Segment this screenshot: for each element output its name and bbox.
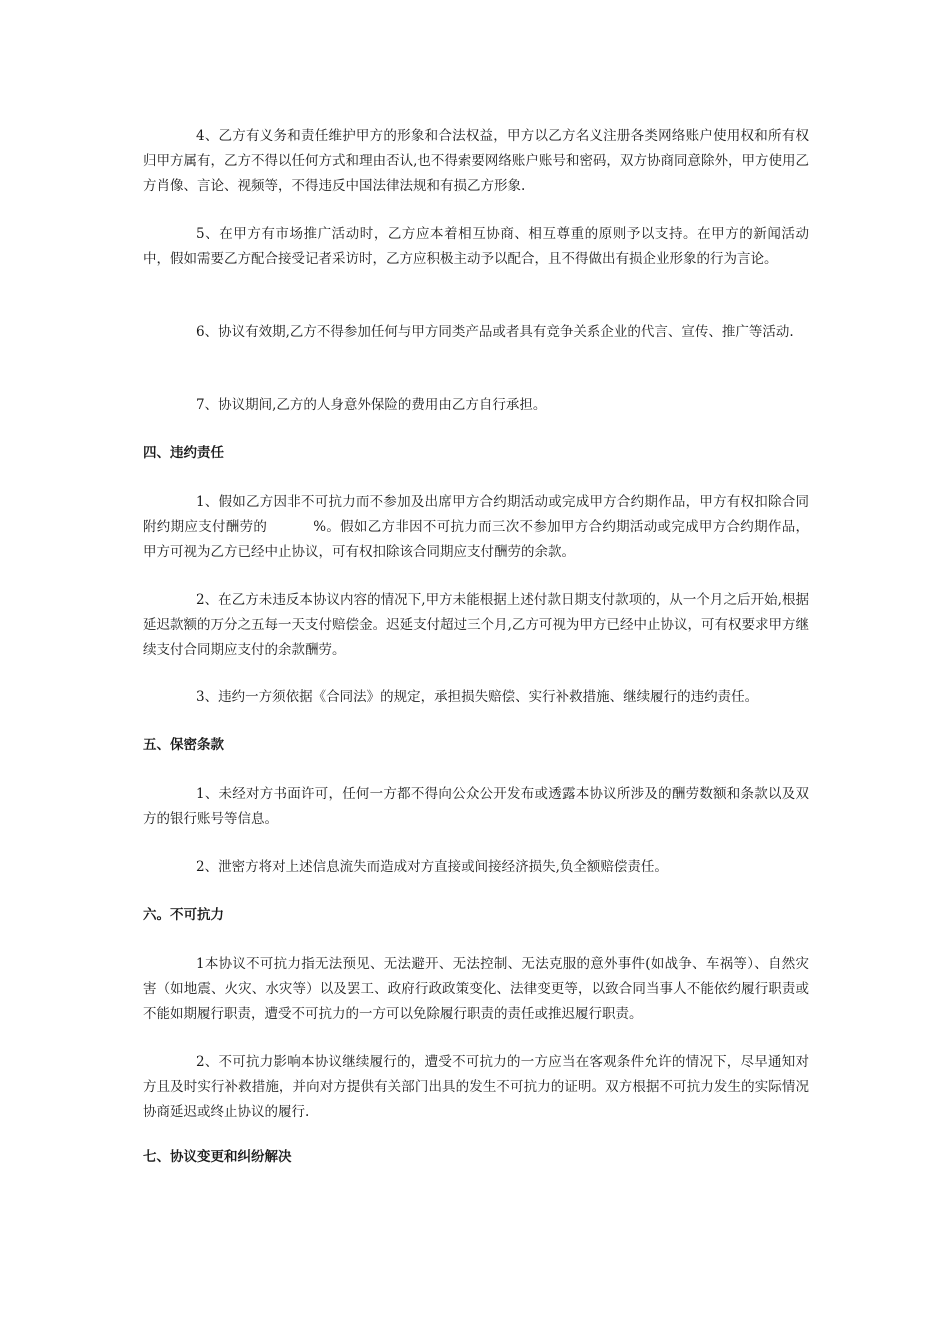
breach-clause-1-text-a: 1、假如乙方因非不可抗力而不参加及出席甲方合约期活动或完成甲方合约期作品，甲方有权扣除合同附约期应支付酬劳的: [143, 494, 809, 535]
section-heading-force-majeure: 六。不可抗力: [143, 907, 224, 923]
clause-5-paragraph: 5、在甲方有市场推广活动时，乙方应本着相互协商、相互尊重的原则予以支持。在甲方的新闻活动中，假如需要乙方配合接受记者采访时，乙方应积极主动予以配合，且不得做出有损企业形象的行为言论。: [143, 226, 809, 267]
section-heading-breach: 四、违约责任: [143, 445, 224, 461]
breach-clause-3-paragraph: 3、违约一方须依据《合同法》的规定，承担损失赔偿、实行补救措施、继续履行的违约责任。: [196, 689, 759, 705]
clause-7-paragraph: 7、协议期间,乙方的人身意外保险的费用由乙方自行承担。: [196, 397, 547, 413]
section-heading-amendment: 七、协议变更和纠纷解决: [143, 1149, 292, 1165]
breach-clause-1-paragraph: [143, 490, 809, 565]
section-heading-confidentiality: 五、保密条款: [143, 737, 224, 753]
breach-clause-2-paragraph: 2、在乙方未违反本协议内容的情况下,甲方未能根据上述付款日期支付款项的，从一个月之后开始,根据延迟款额的万分之五每一天支付赔偿金。迟延支付超过三个月,乙方可视为甲方已经中止协议，可有权要求甲方继续支付合同期应支付的余款酬劳。: [143, 592, 809, 658]
clause-6-paragraph: 6、协议有效期,乙方不得参加任何与甲方同类产品或者具有竞争关系企业的代言、宣传、推广等活动.: [196, 324, 794, 340]
clause-4-paragraph: 4、乙方有义务和责任维护甲方的形象和合法权益，甲方以乙方名义注册各类网络账户使用权和所有权归甲方属有，乙方不得以任何方式和理由否认,也不得索要网络账户账号和密码，双方协商同意除外，甲方使用乙方肖像、言论、视频等，不得违反中国法律法规和有损乙方形象.: [143, 128, 809, 194]
confidentiality-clause-1-paragraph: 1、未经对方书面许可，任何一方都不得向公众公开发布或透露本协议所涉及的酬劳数额和条款以及双方的银行账号等信息。: [143, 786, 809, 827]
confidentiality-clause-2-paragraph: 2、泄密方将对上述信息流失而造成对方直接或间接经济损失,负全额赔偿责任。: [196, 859, 668, 875]
force-majeure-clause-2-paragraph: 2、不可抗力影响本协议继续履行的，遭受不可抗力的一方应当在客观条件允许的情况下，尽早通知对方且及时实行补救措施，并向对方提供有关部门出具的发生不可抗力的证明。双方根据不可抗力发生的实际情况协商延迟或终止协议的履行.: [143, 1054, 809, 1120]
force-majeure-clause-1-paragraph: 1本协议不可抗力指无法预见、无法避开、无法控制、无法克服的意外事件(如战争、车祸等）、自然灾害（如地震、火灾、水灾等）以及罢工、政府行政政策变化、法律变更等，以致合同当事人不能依约履行职责或不能如期履行职责，遭受不可抗力的一方可以免除履行职责的责任或推迟履行职责。: [143, 956, 809, 1022]
breach-clause-1-text-b: %。假如乙方非因不可抗力而三次不参加甲方合约期活动或完成甲方合约期作品，甲方可视为乙方已经中止协议，可有权扣除该合同期应支付酬劳的余款。: [143, 519, 810, 560]
